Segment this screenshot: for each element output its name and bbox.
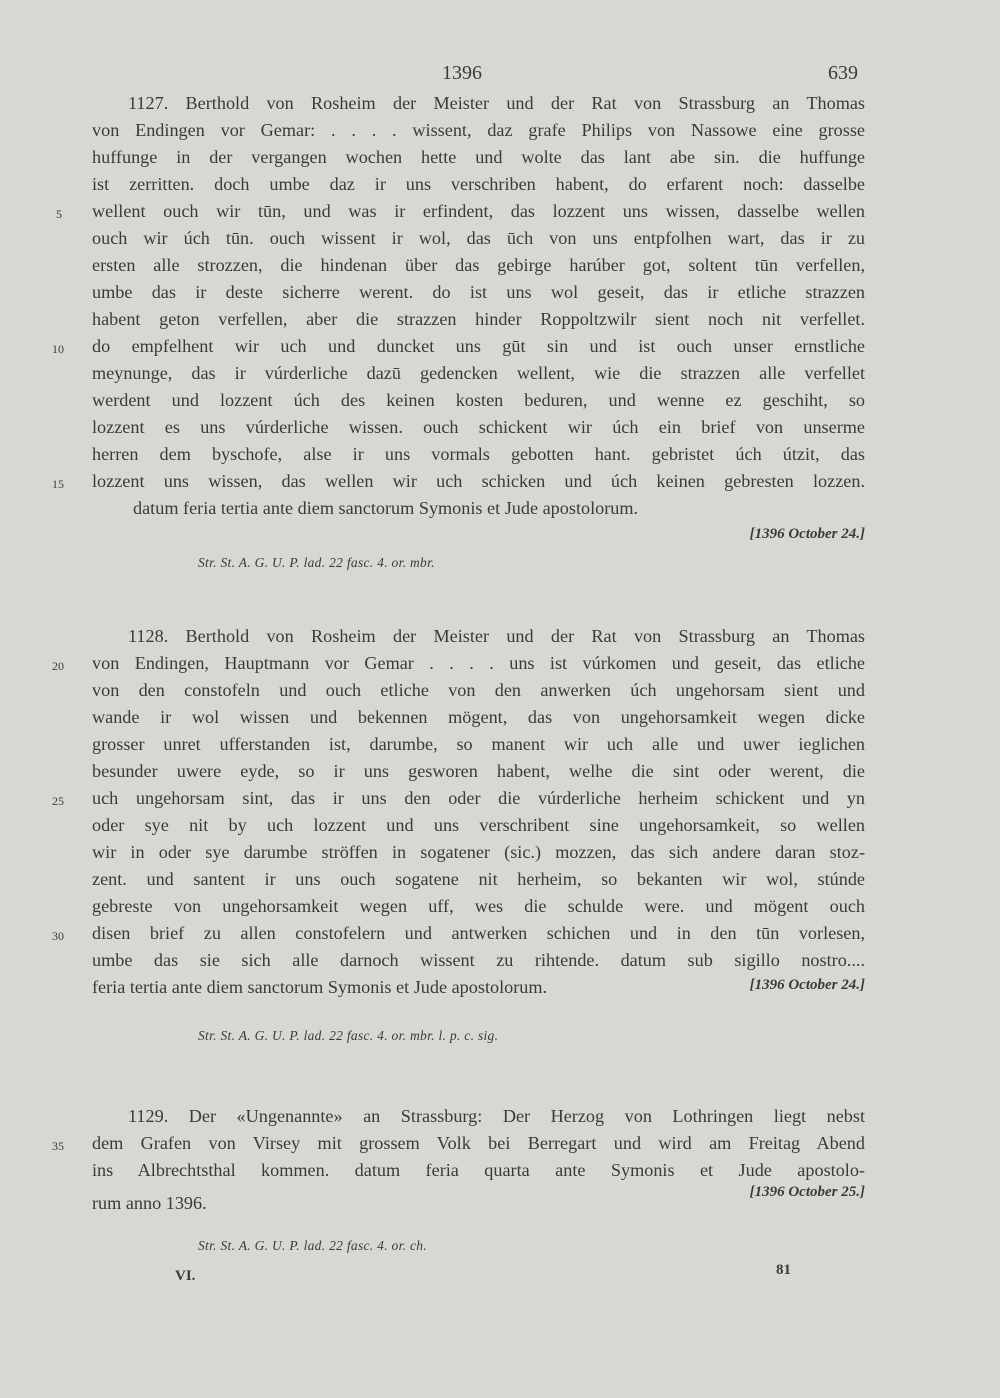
margin-line-number: 15 — [52, 477, 64, 491]
margin-line-number: 25 — [52, 794, 64, 808]
text-line: wellent ouch wir tūn, und was ir erfindent, das lozzent uns wissen, dasselbe wellen — [92, 201, 865, 221]
text-line: von den constofeln und ouch etliche von den anwerken úch ungehorsam sient und — [92, 680, 865, 700]
text-line: dem Grafen von Virsey mit grossem Volk bei Berregart und wird am Freitag Abend — [92, 1133, 865, 1153]
margin-line-number: 35 — [52, 1139, 64, 1153]
text-line: ins Albrechtsthal kommen. datum feria quarta ante Symonis et Jude apostolo- — [92, 1160, 865, 1180]
text-line: grosser unret ufferstanden ist, darumbe, so manent wir uch alle und uwer ieglichen — [92, 734, 865, 754]
text-line: uch ungehorsam sint, das ir uns den oder die vúrderliche herheim schickent und yn — [92, 788, 865, 808]
text-line: wande ir wol wissen und bekennen mögent, das von ungehorsamkeit wegen dicke — [92, 707, 865, 727]
date-note: [1396 October 24.] — [749, 977, 865, 993]
text-line: herren dem byschofe, alse ir uns vormals gebotten hant. gebristet úch útzit, das — [92, 444, 865, 464]
text-line: habent geton verfellen, aber die strazzen hinder Roppoltzwilr sient noch nit verfellet. — [92, 309, 865, 329]
text-line: huffunge in der vergangen wochen hette und wolte das lant abe sin. die huffunge — [92, 147, 865, 167]
source-citation: Str. St. A. G. U. P. lad. 22 fasc. 4. or. mbr. — [198, 555, 435, 570]
date-note: [1396 October 24.] — [749, 526, 865, 542]
date-note: [1396 October 25.] — [749, 1184, 865, 1200]
footer-volume: VI. — [175, 1268, 196, 1284]
text-line: von Endingen, Hauptmann vor Gemar . . . . uns ist vúrkomen und geseit, das etliche — [92, 653, 865, 673]
margin-line-number: 5 — [56, 207, 62, 221]
text-line: zent. und santent ir uns ouch sogatene nit herheim, so bekanten wir wol, stúnde — [92, 869, 865, 889]
text-line: meynunge, das ir vúrderliche dazū gedencken wellent, wie die strazzen alle verfellet — [92, 363, 865, 383]
header-page-number: 639 — [828, 62, 858, 84]
text-line: 1128. Berthold von Rosheim der Meister und der Rat von Strassburg an Thomas — [128, 626, 865, 646]
source-citation: Str. St. A. G. U. P. lad. 22 fasc. 4. or. ch. — [198, 1238, 428, 1253]
margin-line-number: 20 — [52, 659, 64, 673]
margin-line-number: 30 — [52, 929, 64, 943]
text-line: besunder uwere eyde, so ir uns gesworen habent, welhe die sint oder werent, die — [92, 761, 865, 781]
text-line: ist zerritten. doch umbe daz ir uns verschriben habent, do erfarent noch: dasselbe — [92, 174, 865, 194]
text-line: rum anno 1396. — [92, 1193, 207, 1213]
text-line: ersten alle strozzen, die hindenan über das gebirge harúber got, soltent tūn verfellen, — [92, 255, 865, 275]
text-line: do empfelhent wir uch und duncket uns gūt sin und ist ouch unser ernstliche — [92, 336, 865, 356]
text-line: lozzent uns wissen, das wellen wir uch schicken und úch keinen gebresten lozzen. — [92, 471, 865, 491]
text-line: umbe das ir deste sicherre werent. do ist uns wol geseit, das ir etliche strazzen — [92, 282, 865, 302]
text-line: ouch wir úch tūn. ouch wissent ir wol, das ūch von uns entpfolhen wart, das ir zu — [92, 228, 865, 248]
text-line: 1127. Berthold von Rosheim der Meister und der Rat von Strassburg an Thomas — [128, 93, 865, 113]
text-line: 1129. Der «Ungenannte» an Strassburg: Der Herzog von Lothringen liegt nebst — [128, 1106, 865, 1126]
header-year: 1396 — [442, 62, 482, 84]
text-line: umbe das sie sich alle darnoch wissent zu rihtende. datum sub sigillo nostro.... — [92, 950, 865, 970]
footer-signature: 81 — [776, 1262, 791, 1278]
margin-line-number: 10 — [52, 342, 64, 356]
text-line: von Endingen vor Gemar: . . . . wissent, daz grafe Philips von Nassowe eine grosse — [92, 120, 865, 140]
text-line: datum feria tertia ante diem sanctorum Symonis et Jude apostolorum. — [133, 498, 639, 518]
text-line: lozzent es uns vúrderliche wissen. ouch schickent wir úch ein brief von unserme — [92, 417, 865, 437]
text-line: oder sye nit by uch lozzent und uns verschribent sine ungehorsamkeit, so wellen — [92, 815, 865, 835]
text-line: wir in oder sye darumbe ströffen in sogatener (sic.) mozzen, das sich andere daran stoz- — [92, 842, 865, 862]
text-line: disen brief zu allen constofelern und antwerken schichen und in den tūn vorlesen, — [92, 923, 865, 943]
text-line: werdent und lozzent úch des keinen kosten beduren, und wenne ez geschiht, so — [92, 390, 865, 410]
text-line: feria tertia ante diem sanctorum Symonis et Jude apostolorum. — [92, 977, 548, 997]
text-line: gebreste von ungehorsamkeit wegen uff, wes die schulde were. und mögent ouch — [92, 896, 865, 916]
source-citation: Str. St. A. G. U. P. lad. 22 fasc. 4. or. mbr. l. p. c. sig. — [198, 1028, 499, 1043]
